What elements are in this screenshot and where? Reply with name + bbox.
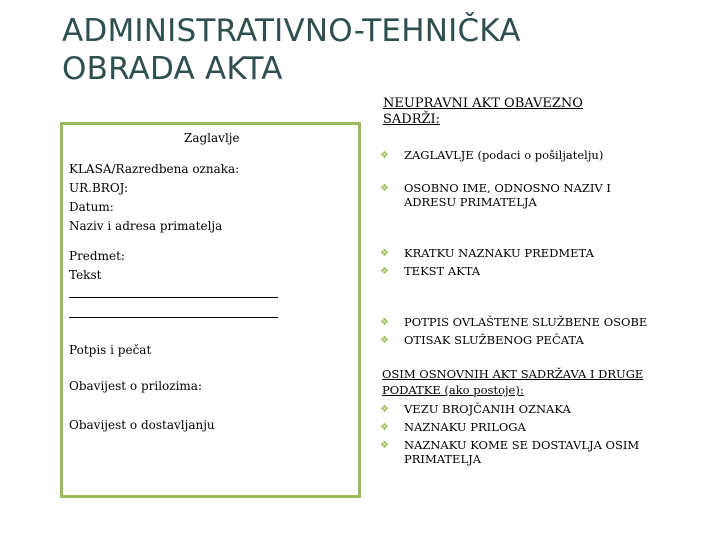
form-recipient-label: Naziv i adresa primatelja xyxy=(69,219,223,233)
document-template-box xyxy=(60,122,361,498)
form-predmet-label: Predmet: xyxy=(69,249,125,263)
form-urbroj-label: UR.BROJ: xyxy=(69,181,129,195)
title-line-2: OBRADA AKTA xyxy=(62,51,283,87)
form-signature-label: Potpis i pečat xyxy=(69,343,152,357)
list-item: ❖ TEKST AKTA xyxy=(380,264,481,278)
list-item: ❖ POTPIS OVLAŠTENE SLUŽBENE OSOBE xyxy=(380,315,648,329)
diamond-bullet-icon: ❖ xyxy=(380,335,389,346)
list-item: ❖ NAZNAKU KOME SE DOSTAVLJA OSIM PRIMATELJA xyxy=(380,438,640,466)
diamond-bullet-icon: ❖ xyxy=(380,248,389,259)
list-item: ❖ NAZNAKU PRILOGA xyxy=(380,420,526,434)
form-tekst-label: Tekst xyxy=(69,268,102,282)
text-line-1 xyxy=(69,297,278,298)
list-item: ❖ OSOBNO IME, ODNOSNO NAZIV I ADRESU PRIMATELJA xyxy=(380,181,611,209)
form-delivery-label: Obavijest o dostavljanju xyxy=(69,418,215,432)
list-item: ❖ ZAGLAVLJE (podaci o pošiljatelju) xyxy=(380,148,604,162)
form-attachments-label: Obavijest o prilozima: xyxy=(69,379,203,393)
diamond-bullet-icon: ❖ xyxy=(380,150,389,161)
diamond-bullet-icon: ❖ xyxy=(380,317,389,328)
form-klasa-label: KLASA/Razredbena oznaka: xyxy=(69,162,240,176)
form-header-label: Zaglavlje xyxy=(184,131,240,145)
diamond-bullet-icon: ❖ xyxy=(380,266,389,277)
diamond-bullet-icon: ❖ xyxy=(380,183,389,194)
list-item: ❖ KRATKU NAZNAKU PREDMETA xyxy=(380,246,594,260)
optional-heading: OSIM OSNOVNIH AKT SADRŽAVA I DRUGE PODATKE (ako postoje): xyxy=(382,367,644,397)
form-datum-label: Datum: xyxy=(69,200,114,214)
title-line-1: ADMINISTRATIVNO-TEHNIČKA xyxy=(62,13,521,49)
list-item: ❖ OTISAK SLUŽBENOG PEČATA xyxy=(380,333,584,347)
text-line-2 xyxy=(69,317,278,318)
diamond-bullet-icon: ❖ xyxy=(380,422,389,433)
mandatory-heading: NEUPRAVNI AKT OBAVEZNO SADRŽI: xyxy=(383,96,583,127)
content-list xyxy=(360,0,710,540)
diamond-bullet-icon: ❖ xyxy=(380,404,389,415)
diamond-bullet-icon: ❖ xyxy=(380,440,389,451)
list-item: ❖ VEZU BROJČANIH OZNAKA xyxy=(380,402,571,416)
